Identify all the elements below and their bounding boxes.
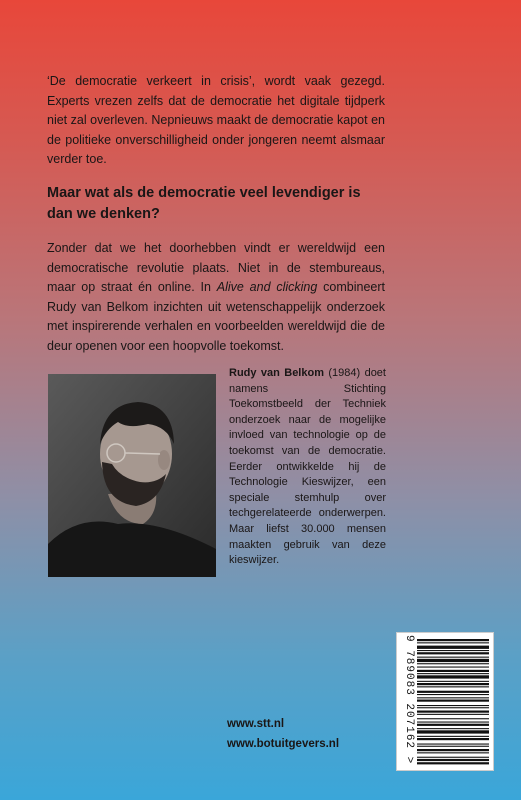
book-title: Alive and clicking [216, 280, 318, 294]
author-photo [48, 374, 216, 577]
link-botuitgevers[interactable]: www.botuitgevers.nl [227, 738, 340, 750]
description-part-2: combineert Rudy van Belkom inzichten uit wetenschappelijk onderzoek met inspirerende verhalen en voorbeelden wereldwijd die de deur openen voor een hoopvolle toekomst. [47, 280, 385, 353]
author-name: Rudy van Belkom [229, 367, 324, 379]
author-bio [229, 366, 386, 569]
intro-paragraph: ‘De democratie verkeert in crisis’, wordt vaak gezegd. Experts vrezen zelfs dat de democratie het digitale tijdperk niet zal overleven. Nepnieuws maakt de democratie kapot en de politieke onverschilligheid onder jongeren neemt alsmaar verder toe. [47, 74, 385, 166]
description-paragraph [47, 239, 385, 356]
description-part-1: Zonder dat we het doorhebben vindt er wereldwijd een democratische revolutie plaats. Niet in de stembureaus, maar op straat én online. In [47, 241, 385, 294]
isbn-barcode [396, 632, 494, 771]
publisher-links [227, 714, 339, 754]
link-stt[interactable]: www.stt.nl [227, 718, 285, 730]
author-bio-text: (1984) doet namens Stichting Toekomstbeeld der Techniek onderzoek naar de mogelijke invloed van technologie op de toekomst van de democratie. Eerder ontwikkelde hij de Technologie Kieswijzer, een speciale stemhulp over techgerelateerde onderwerpen. Maar liefst 30.000 mensen maakten gebruik van deze kieswijzer. [229, 367, 386, 567]
barcode-bars [417, 639, 489, 765]
isbn-digits: 9 789083 207162 > [403, 635, 415, 765]
question-heading: Maar wat als de democratie veel levendiger is dan we denken? [47, 185, 361, 222]
